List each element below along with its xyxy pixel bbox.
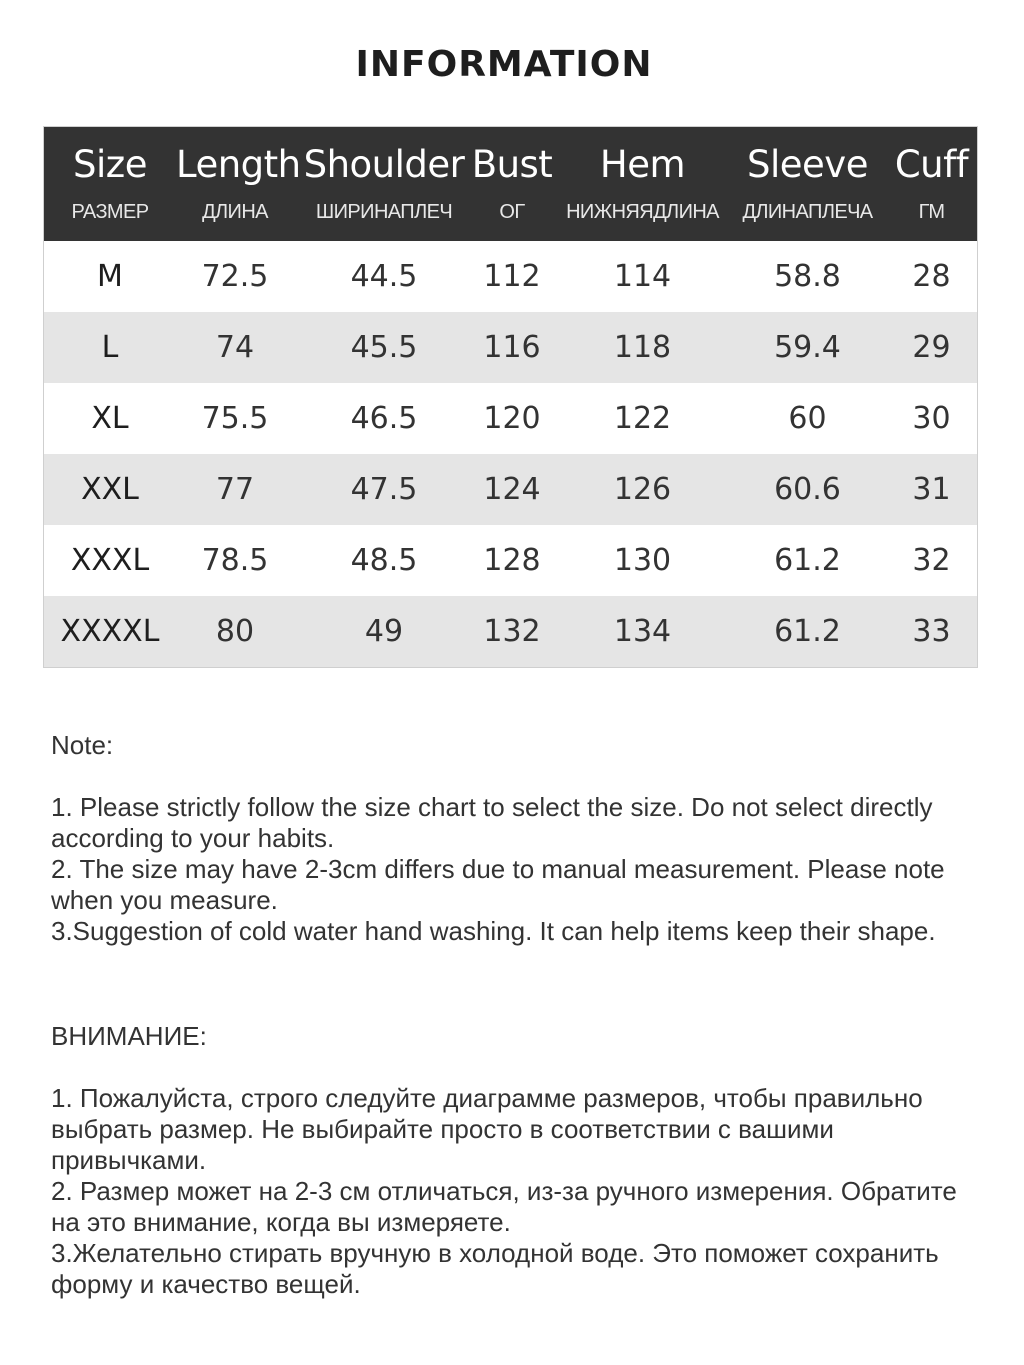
table-row	[44, 596, 977, 667]
notes-russian	[51, 1021, 971, 1300]
cell-size: XL	[91, 401, 129, 436]
cell-hem: 122	[613, 401, 672, 436]
header-sleeve-en: Sleeve	[747, 143, 868, 186]
cell-cuff: 32	[912, 543, 951, 578]
cell-hem: 114	[613, 259, 672, 294]
header-bust	[464, 127, 560, 241]
cell-length: 80	[215, 614, 255, 649]
header-sleeve	[725, 127, 890, 241]
notes-russian-heading: ВНИМАНИЕ:	[51, 1021, 207, 1051]
cell-sleeve: 58.8	[774, 259, 841, 294]
cell-length: 77	[215, 472, 255, 507]
cell-sleeve: 61.2	[774, 543, 841, 578]
cell-shoulder: 44.5	[350, 259, 418, 294]
note-item: 2. Размер может на 2-3 см отличаться, из-за ручного измерения. Обратите на это внимание, когда вы измеряете.	[51, 1176, 957, 1237]
note-item: 1. Пожалуйста, строго следуйте диаграмме размеров, чтобы правильно выбрать размер. Не выбирайте просто в соответствии с вашими привычками.	[51, 1083, 923, 1175]
cell-bust: 120	[483, 401, 541, 436]
header-bust-en: Bust	[471, 143, 553, 186]
cell-shoulder: 49	[364, 614, 404, 649]
size-chart-table	[43, 126, 978, 668]
cell-size: L	[101, 330, 119, 365]
note-item: 3.Suggestion of cold water hand washing. It can help items keep their shape.	[51, 916, 936, 946]
cell-hem: 134	[613, 614, 672, 649]
cell-length: 74	[215, 330, 255, 365]
cell-bust: 112	[483, 259, 541, 294]
cell-size: XXL	[81, 472, 139, 507]
cell-size: XXXL	[70, 543, 150, 578]
cell-cuff: 29	[912, 330, 951, 365]
cell-size: XXXXL	[60, 614, 160, 649]
table-row	[44, 454, 977, 525]
cell-hem: 130	[613, 543, 672, 578]
table-row	[44, 383, 977, 454]
cell-sleeve: 61.2	[774, 614, 841, 649]
cell-sleeve: 60.6	[774, 472, 841, 507]
cell-bust: 132	[483, 614, 541, 649]
note-item: 2. The size may have 2-3cm differs due to manual measurement. Please note when you measure.	[51, 854, 945, 915]
header-sleeve-ru: ДЛИНАПЛЕЧА	[742, 201, 873, 223]
header-shoulder	[294, 127, 474, 241]
cell-length: 72.5	[201, 259, 269, 294]
notes-english-heading: Note:	[51, 730, 114, 760]
cell-shoulder: 46.5	[350, 401, 418, 436]
cell-bust: 128	[483, 543, 541, 578]
header-hem	[560, 127, 725, 241]
header-cuff-ru: ГМ	[918, 201, 945, 223]
header-length-en: Length	[176, 143, 301, 186]
header-length	[176, 127, 301, 241]
cell-bust: 116	[483, 330, 541, 365]
cell-bust: 124	[483, 472, 541, 507]
cell-shoulder: 47.5	[350, 472, 418, 507]
table-row	[44, 312, 977, 383]
header-hem-en: Hem	[599, 143, 686, 186]
header-size-ru: РАЗМЕР	[71, 201, 149, 223]
cell-cuff: 33	[912, 614, 951, 649]
header-size-en: Size	[73, 143, 147, 186]
cell-cuff: 31	[912, 472, 951, 507]
cell-length: 78.5	[201, 543, 269, 578]
table-row	[44, 241, 977, 312]
header-cuff	[884, 127, 979, 241]
header-size	[44, 127, 176, 241]
cell-size: M	[97, 259, 123, 294]
notes-english	[51, 730, 971, 947]
cell-sleeve: 60	[788, 401, 827, 436]
cell-cuff: 30	[912, 401, 951, 436]
header-hem-ru: НИЖНЯЯДЛИНА	[566, 201, 719, 223]
page-title: INFORMATION	[355, 44, 653, 85]
table-header-row	[44, 127, 977, 241]
table-row	[44, 525, 977, 596]
cell-cuff: 28	[912, 259, 951, 294]
header-shoulder-en: Shoulder	[303, 143, 465, 186]
header-cuff-en: Cuff	[894, 143, 969, 186]
cell-hem: 118	[613, 330, 672, 365]
header-length-ru: ДЛИНА	[202, 201, 268, 223]
cell-shoulder: 48.5	[350, 543, 418, 578]
note-item: 3.Желательно стирать вручную в холодной воде. Это поможет сохранить форму и качество вещей.	[51, 1238, 939, 1299]
header-bust-ru: ОГ	[499, 201, 525, 223]
header-shoulder-ru: ШИРИНАПЛЕЧ	[315, 201, 453, 223]
note-item: 1. Please strictly follow the size chart to select the size. Do not select directly according to your habits.	[51, 792, 933, 853]
cell-sleeve: 59.4	[774, 330, 841, 365]
cell-hem: 126	[613, 472, 672, 507]
cell-length: 75.5	[201, 401, 269, 436]
cell-shoulder: 45.5	[350, 330, 418, 365]
